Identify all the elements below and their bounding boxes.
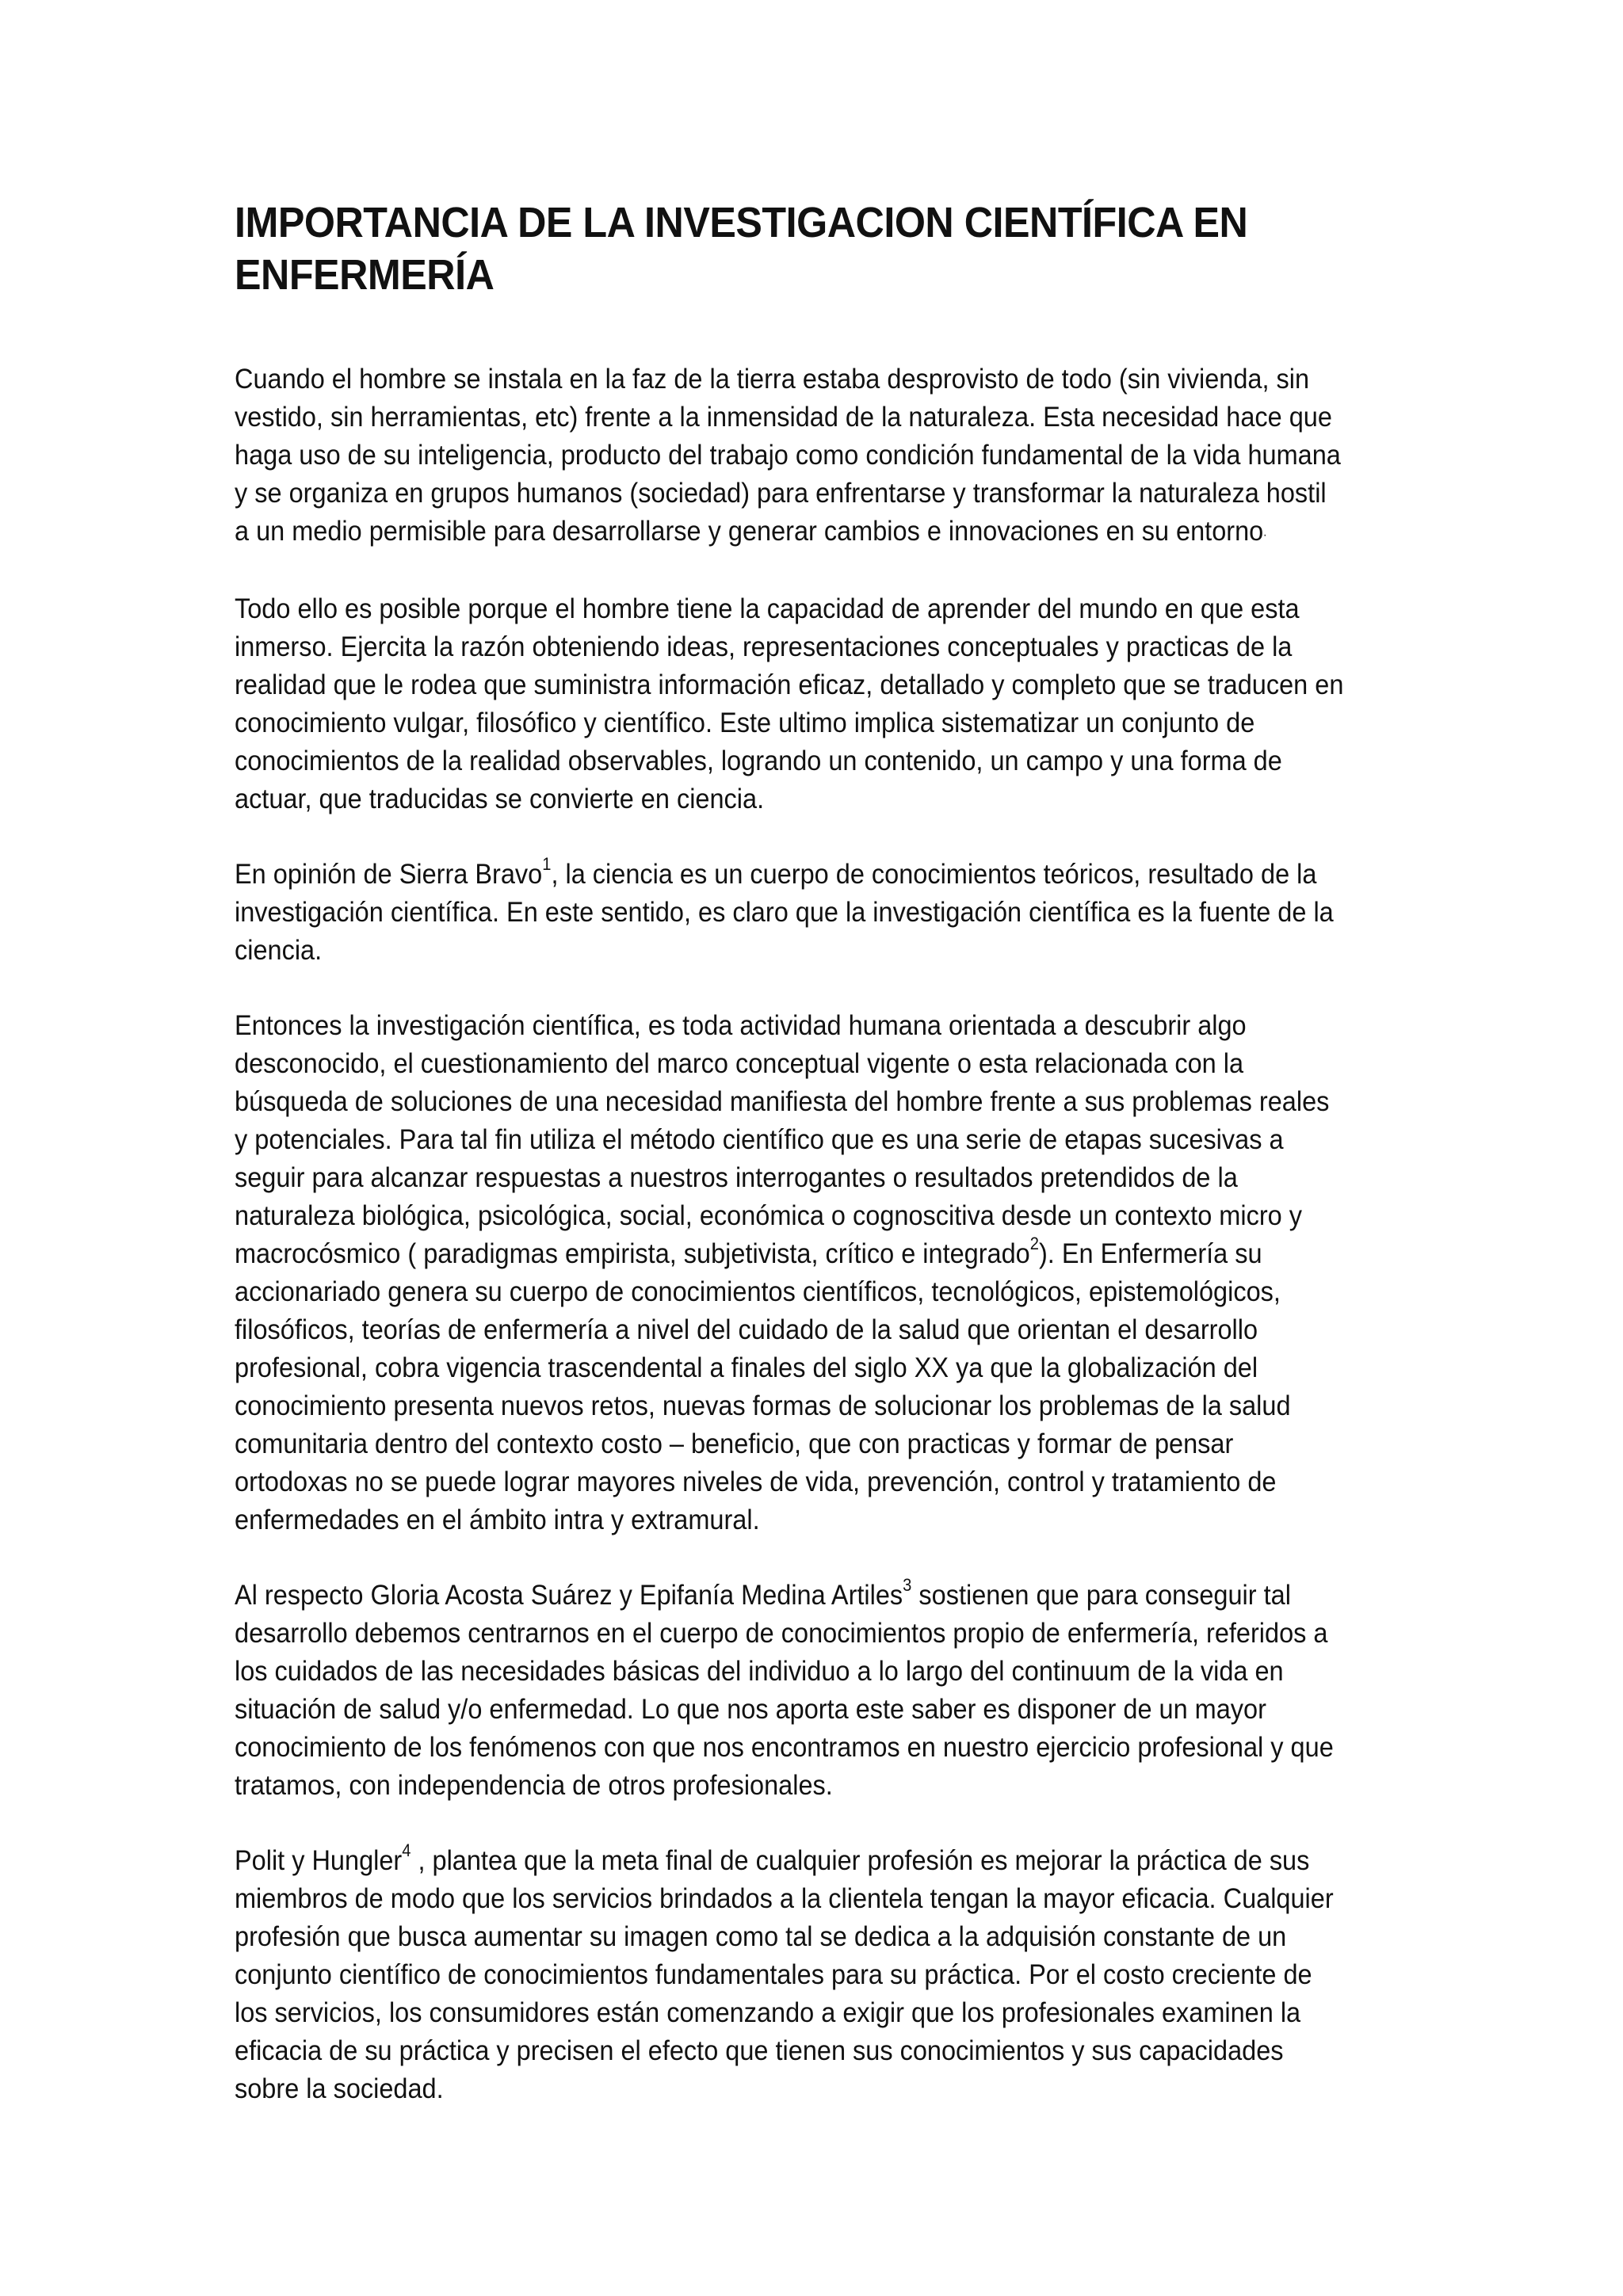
footnote-ref-3: 3 (903, 1574, 912, 1595)
paragraph-3 (235, 855, 1407, 969)
paragraph-5 (235, 1576, 1407, 1804)
paragraph-2: Todo ello es posible porque el hombre tiene la capacidad de aprender del mundo en que esta inmerso. Ejercita la razón obteniendo ideas, representaciones conceptuales y practicas de la realidad que le rodea que suministra información eficaz, detallado y completo que se traducen en conocimiento vulgar, filosófico y científico. Este ultimo implica sistematizar un conjunto de conocimientos de la realidad observables, logrando un contenido, un campo y una forma de actuar, que traducidas se convierte en ciencia. (235, 592, 1344, 814)
footnote-ref-2: 2 (1029, 1233, 1039, 1253)
paragraph-1-text: Cuando el hombre se instala en la faz de la tierra estaba desprovisto de todo (sin vivienda, sin vestido, sin herramientas, etc) frente a la inmensidad de la naturaleza. Esta necesidad hace que haga uso de su inteligencia, producto del trabajo como condición fundamental de la vida humana y se organiza en grupos humanos (sociedad) para enfrentarse y transformar la naturaleza hostil a un medio permisible para desarrollarse y generar cambios e innovaciones en su entorno (235, 363, 1341, 547)
document-page (235, 196, 1407, 2107)
title-line-2: ENFERMERÍA (235, 251, 495, 299)
paragraph-5-text-a: Al respecto Gloria Acosta Suárez y Epifanía Medina Artiles (235, 1578, 903, 1611)
paragraph-6 (235, 1841, 1407, 2107)
paragraph-4 (235, 1006, 1407, 1539)
paragraph-1-end-mark: . (1263, 525, 1267, 540)
footnote-ref-1: 1 (542, 853, 552, 874)
paragraph-6-text-b: , plantea que la meta final de cualquier profesión es mejorar la práctica de sus miembros de modo que los servicios brindados a la clientela tengan la mayor eficacia. Cualquier profesión que busca aumentar su imagen como tal se dedica a la adquisión constante de un conjunto científico de conocimientos fundamentales para su práctica. Por el costo creciente de los servicios, los consumidores están comenzando a exigir que los profesionales examinen la eficacia de su práctica y precisen el efecto que tienen sus conocimientos y sus capacidades sobre la sociedad. (235, 1844, 1334, 2104)
document-title (235, 196, 1414, 301)
paragraph-6-text-a: Polit y Hungler (235, 1844, 403, 1876)
footnote-ref-4: 4 (402, 1840, 411, 1860)
paragraph-4-text-b: ). En Enfermería su accionariado genera su cuerpo de conocimientos científicos, tecnológicos, epistemológicos, filosóficos, teorías de enfermería a nivel del cuidado de la salud que orientan el desarrollo profesional, cobra vigencia trascendental a finales del siglo XX ya que la globalización del conocimiento presenta nuevos retos, nuevas formas de solucionar los problemas de la salud comunitaria dentro del contexto costo – beneficio, que con practicas y formar de pensar ortodoxas no se puede lograr mayores niveles de vida, prevención, control y tratamiento de enfermedades en el ámbito intra y extramural. (235, 1237, 1291, 1535)
paragraph-3-text-b: , la ciencia es un cuerpo de conocimientos teóricos, resultado de la investigación científica. En este sentido, es claro que la investigación científica es la fuente de la ciencia. (235, 857, 1334, 966)
paragraph-4-text-a: Entonces la investigación científica, es toda actividad humana orientada a descubrir algo desconocido, el cuestionamiento del marco conceptual vigente o esta relacionada con la búsqueda de soluciones de una necesidad manifiesta del hombre frente a sus problemas reales y potenciales. Para tal fin utiliza el método científico que es una serie de etapas sucesivas a seguir para alcanzar respuestas a nuestros interrogantes o resultados pretendidos de la naturaleza biológica, psicológica, social, económica o cognoscitiva desde un contexto micro y macrocósmico ( paradigmas empirista, subjetivista, crítico e integrado (235, 1009, 1330, 1269)
title-line-1: IMPORTANCIA DE LA INVESTIGACION CIENTÍFICA EN (235, 199, 1248, 246)
paragraph-1 (235, 360, 1407, 552)
paragraph-3-text-a: En opinión de Sierra Bravo (235, 857, 543, 890)
paragraph-5-text-b: sostienen que para conseguir tal desarrollo debemos centrarnos en el cuerpo de conocimientos propio de enfermería, referidos a los cuidados de las necesidades básicas del individuo a lo largo del continuum de la vida en situación de salud y/o enfermedad. Lo que nos aporta este saber es disponer de un mayor conocimiento de los fenómenos con que nos encontramos en nuestro ejercicio profesional y que tratamos, con independencia de otros profesionales. (235, 1578, 1334, 1801)
